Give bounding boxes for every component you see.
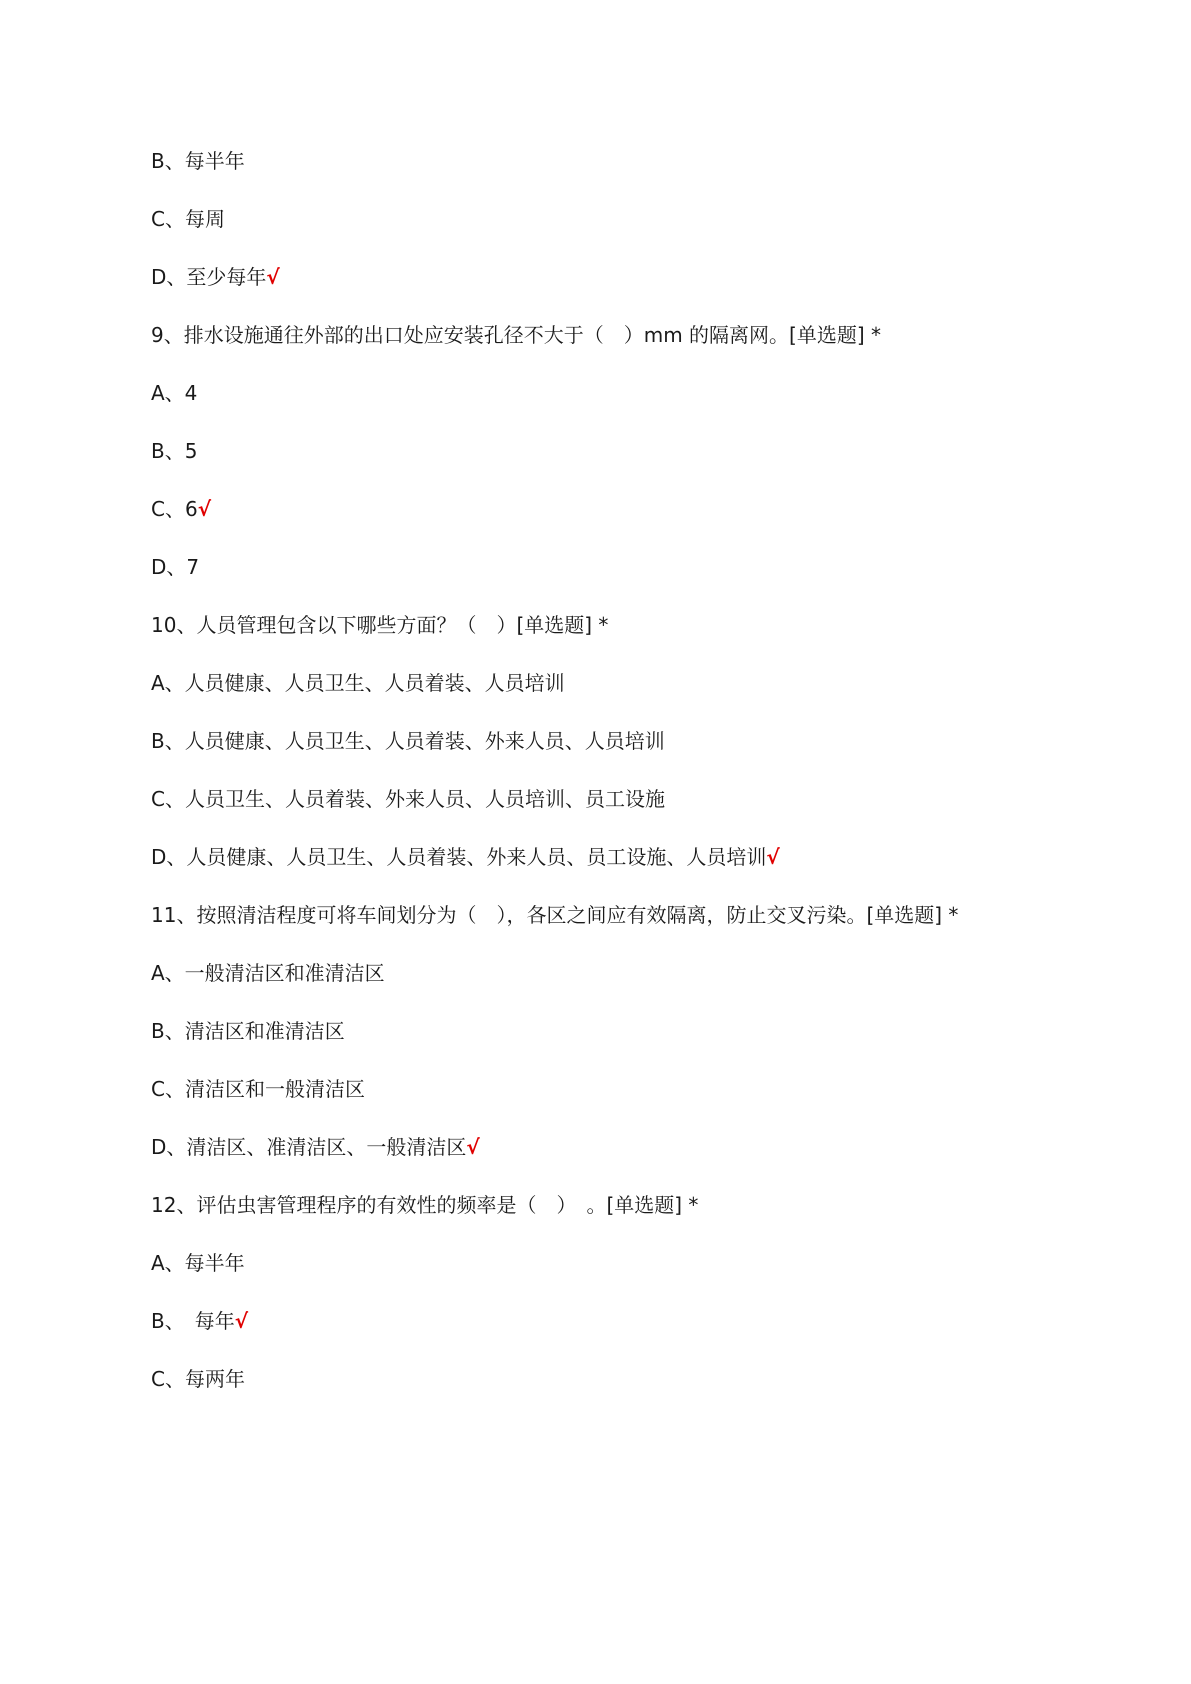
answer-option: [151, 263, 280, 291]
correct-answer-check-icon: √: [466, 1135, 480, 1159]
answer-option: [151, 147, 245, 175]
answer-option: [151, 669, 565, 697]
option-label: C、清洁区和一般清洁区: [151, 1077, 365, 1101]
answer-option: [151, 959, 385, 987]
answer-option: [151, 1133, 480, 1161]
option-label: A、4: [151, 381, 198, 405]
option-label: A、人员健康、人员卫生、人员着装、人员培训: [151, 671, 565, 695]
answer-option: [151, 843, 780, 871]
answer-option: [151, 553, 199, 581]
answer-option: [151, 495, 211, 523]
option-label: D、人员健康、人员卫生、人员着装、外来人员、员工设施、人员培训: [151, 845, 767, 869]
option-label: A、一般清洁区和准清洁区: [151, 961, 385, 985]
question-text: [151, 321, 881, 349]
question-label: 10、人员管理包含以下哪些方面？（ ）[单选题] *: [151, 613, 609, 637]
answer-option: [151, 437, 197, 465]
option-label: D、7: [151, 555, 200, 579]
answer-option: [151, 1075, 365, 1103]
answer-option: [151, 379, 197, 407]
correct-answer-check-icon: √: [766, 845, 780, 869]
option-label: B、人员健康、人员卫生、人员着装、外来人员、人员培训: [151, 729, 665, 753]
option-label: C、每两年: [151, 1367, 245, 1391]
option-label: A、每半年: [151, 1251, 245, 1275]
correct-answer-check-icon: √: [197, 497, 212, 521]
option-label: B、每半年: [151, 149, 245, 173]
option-label: B、5: [151, 439, 198, 463]
option-label: B、清洁区和准清洁区: [151, 1019, 345, 1043]
correct-answer-check-icon: √: [234, 1309, 249, 1333]
question-label: 11、按照清洁程度可将车间划分为（ ），各区之间应有效隔离，防止交叉污染。[单选题] *: [151, 903, 959, 927]
question-label: 12、评估虫害管理程序的有效性的频率是（ ） 。[单选题] *: [151, 1193, 699, 1217]
question-text: [151, 611, 608, 639]
answer-option: [151, 1365, 245, 1393]
question-text: [151, 901, 958, 929]
answer-option: [151, 1249, 245, 1277]
answer-option: [151, 205, 225, 233]
option-label: D、至少每年: [151, 265, 267, 289]
option-label: C、人员卫生、人员着装、外来人员、人员培训、员工设施: [151, 787, 665, 811]
answer-option: [151, 727, 665, 755]
correct-answer-check-icon: √: [266, 265, 280, 289]
question-text: [151, 1191, 698, 1219]
answer-option: [151, 785, 665, 813]
option-label: C、每周: [151, 207, 225, 231]
answer-option: [151, 1307, 248, 1335]
option-label: B、 每年: [151, 1309, 235, 1333]
answer-option: [151, 1017, 345, 1045]
question-label: 9、排水设施通往外部的出口处应安装孔径不大于（ ）mm 的隔离网。[单选题] *: [151, 323, 882, 347]
option-label: C、6: [151, 497, 198, 521]
option-label: D、清洁区、准清洁区、一般清洁区: [151, 1135, 467, 1159]
